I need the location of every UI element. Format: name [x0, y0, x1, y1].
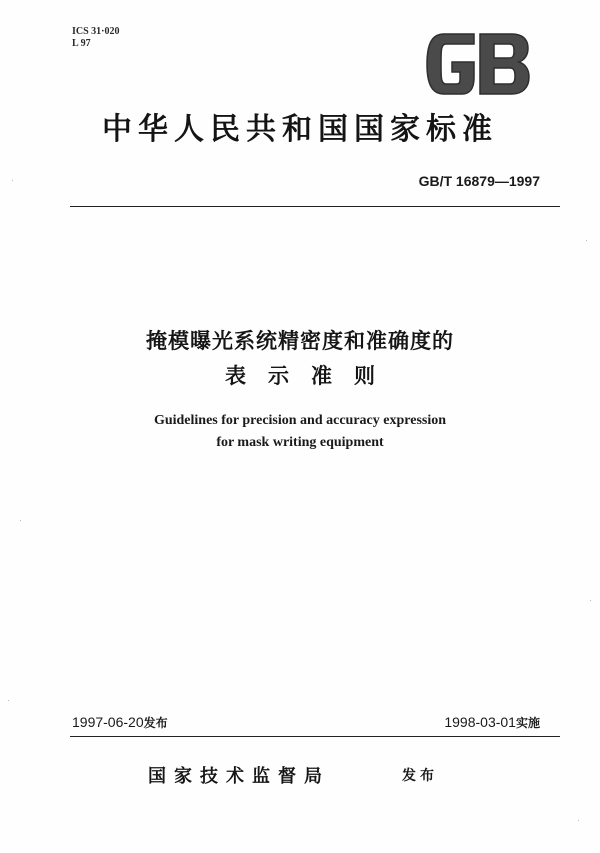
publisher-name: 国家技术监督局	[148, 766, 330, 787]
scan-speck	[20, 520, 21, 521]
chinese-title-line-1: 掩模曝光系统精密度和准确度的	[146, 329, 454, 353]
ics-code: ICS 31·020	[72, 26, 120, 37]
issue-label: 发布	[143, 716, 168, 730]
bottom-divider	[70, 736, 560, 737]
implementation-date: 1998-03-01	[444, 714, 516, 730]
english-title-line-1: Guidelines for precision and accuracy expression	[153, 413, 447, 428]
scan-speck	[8, 700, 9, 701]
scan-speck	[12, 180, 13, 181]
implementation-label: 实施	[515, 716, 540, 730]
implementation-date-block	[444, 714, 540, 731]
scan-speck	[578, 820, 579, 821]
issue-date: 1997-06-20	[72, 714, 144, 730]
ccs-code: L 97	[72, 38, 91, 49]
issue-date-block	[72, 714, 168, 731]
chinese-title-line-2: 表示准则	[225, 364, 397, 388]
publish-label: 发布	[402, 768, 438, 784]
english-title-line-2: for mask writing equipment	[216, 435, 384, 450]
gb-logo	[424, 30, 532, 98]
scan-speck	[586, 240, 587, 241]
top-divider	[70, 206, 560, 207]
national-standard-title: 中华人民共和国国家标准	[102, 112, 498, 147]
standard-number: GB/T 16879—1997	[418, 173, 540, 189]
scan-speck	[590, 600, 591, 601]
classification-codes	[72, 26, 120, 50]
